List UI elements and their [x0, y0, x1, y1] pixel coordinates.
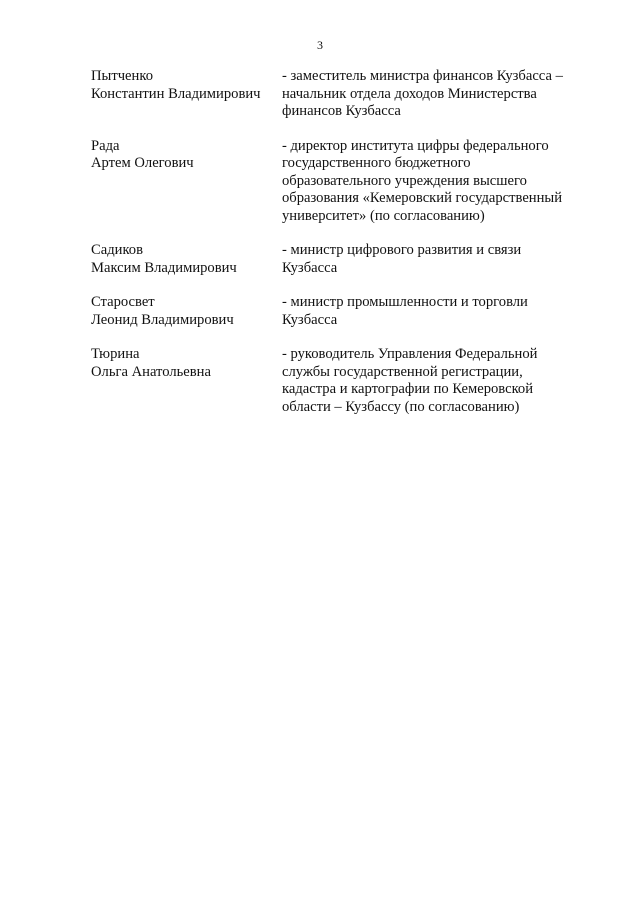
member-entry	[91, 138, 591, 226]
position-line: образовательного учреждения высшего	[282, 172, 527, 189]
position-line: Кузбасса	[282, 259, 338, 276]
position-line: - министр цифрового развития и связи	[282, 242, 522, 258]
members-list	[91, 68, 591, 433]
position-line: службы государственной регистрации,	[282, 363, 523, 380]
member-position	[282, 68, 582, 121]
position-line: - министр промышленности и торговли	[282, 294, 528, 310]
member-position	[282, 294, 582, 329]
member-entry	[91, 242, 591, 277]
member-given-names: Константин Владимирович	[91, 85, 261, 102]
member-surname: Рада	[91, 137, 120, 154]
position-line: финансов Кузбасса	[282, 103, 401, 119]
member-surname: Тюрина	[91, 346, 140, 362]
member-name	[91, 138, 282, 226]
member-given-names: Леонид Владимирович	[91, 311, 234, 328]
member-surname: Старосвет	[91, 294, 155, 310]
member-given-names: Ольга Анатольевна	[91, 363, 211, 380]
member-name	[91, 346, 282, 416]
member-surname: Пытченко	[91, 68, 153, 84]
member-entry	[91, 68, 591, 121]
position-line: - директор института цифры федерального	[282, 137, 549, 154]
member-given-names: Артем Олегович	[91, 155, 194, 171]
member-name	[91, 242, 282, 277]
position-line: области – Кузбассу (по согласованию)	[282, 398, 520, 415]
member-entry	[91, 294, 591, 329]
member-name	[91, 294, 282, 329]
member-name	[91, 68, 282, 121]
position-line: государственного бюджетного	[282, 155, 471, 171]
position-line: - заместитель министра финансов Кузбасса –	[282, 68, 563, 84]
position-line: Кузбасса	[282, 311, 338, 328]
member-entry	[91, 346, 591, 416]
member-position	[282, 138, 582, 226]
position-line: образования «Кемеровский государственный	[282, 190, 563, 206]
position-line: кадастра и картографии по Кемеровской	[282, 381, 534, 397]
member-surname: Садиков	[91, 242, 143, 258]
member-position	[282, 346, 582, 416]
member-position	[282, 242, 582, 277]
page-number: 3	[317, 38, 323, 52]
position-line: университет» (по согласованию)	[282, 207, 485, 224]
position-line: - руководитель Управления Федеральной	[282, 346, 538, 362]
position-line: начальник отдела доходов Министерства	[282, 85, 537, 102]
member-given-names: Максим Владимирович	[91, 259, 237, 276]
